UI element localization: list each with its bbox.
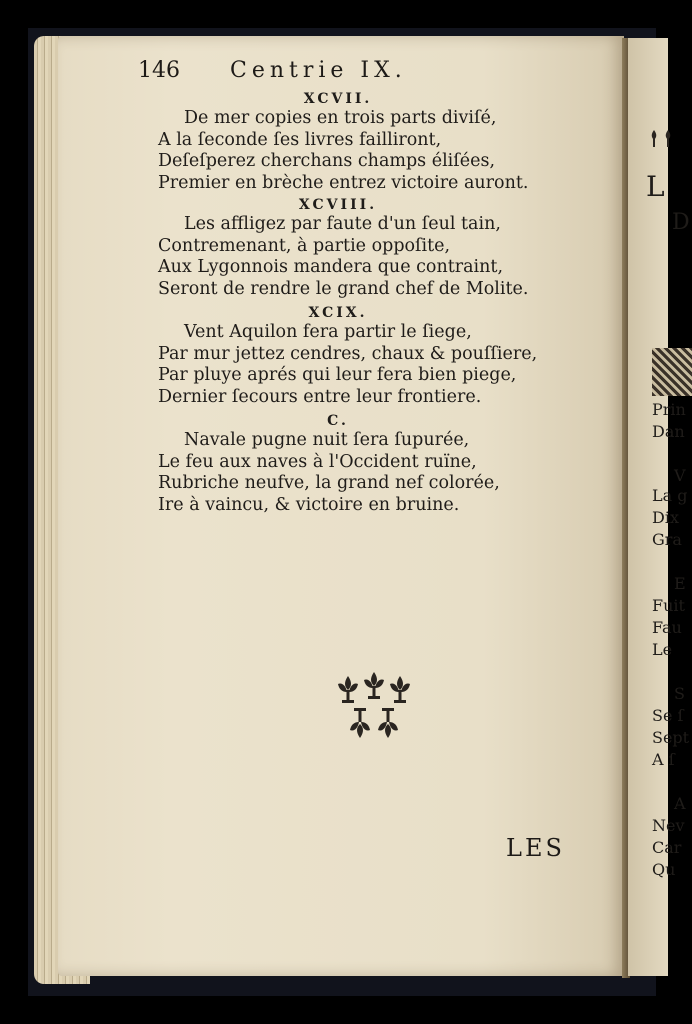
fleuron-ornament-fragment: [648, 130, 688, 150]
right-page-fragment: E: [674, 574, 686, 593]
right-page-fragment: Prin: [652, 400, 686, 419]
right-page-fragment: Fuit: [652, 596, 685, 615]
fleur-inverted-icon: [350, 708, 370, 738]
fleuron-ornament: [324, 672, 424, 742]
verse-line: De mer copies en trois parts diviſé,: [184, 108, 497, 128]
fleur-icon: [338, 676, 358, 703]
right-page-fragment: D: [672, 210, 690, 235]
verse-line: Par pluye aprés qui leur fera bien piege,: [158, 365, 517, 385]
right-page-edge: [628, 38, 690, 976]
right-page-fragment: Se ſ: [652, 706, 684, 725]
right-page-fragment: Sept: [652, 728, 690, 747]
verse-line: Par mur jettez cendres, chaux & pouſſiere,: [158, 343, 538, 364]
quatrain-numeral: XCVIII.: [298, 197, 378, 213]
right-page-fragment: S: [674, 684, 685, 703]
quatrain-numeral: XCVII.: [303, 91, 373, 107]
right-page-fragment: Gra: [652, 530, 682, 549]
photo-frame: [28, 28, 690, 996]
verse-line: Navale pugne nuit ſera ſupurée,: [184, 430, 470, 450]
quatrain-numeral: C.: [327, 413, 349, 429]
right-page-fragment: Dix: [652, 508, 679, 527]
right-page-fragment: V: [674, 466, 686, 485]
verse-line: Aux Lygonnois mandera que contraint,: [158, 257, 504, 277]
quatrain: [158, 196, 528, 300]
verse-line: Vent Aquilon fera partir le ſiege,: [184, 322, 472, 342]
verse-line: Premier en brèche entrez victoire auront.: [158, 172, 529, 193]
running-head: Centrie IX.: [230, 58, 407, 83]
verse-line: Ire à vaincu, & victoire en bruine.: [158, 494, 460, 515]
page-header: [138, 58, 518, 88]
quatrain: [158, 304, 537, 408]
right-page-fragment: Le: [652, 640, 673, 659]
fleur-icon: [390, 676, 410, 703]
right-page-fragment: Nev: [652, 816, 685, 835]
decorated-initial-icon: [652, 348, 692, 396]
verse-line: Les affligez par faute d'un ſeul tain,: [184, 214, 501, 234]
fleur-icon: [364, 672, 384, 699]
quatrain: [158, 412, 518, 516]
right-page-fragment: A: [674, 794, 686, 813]
right-page-fragment: Qu: [652, 860, 676, 879]
verse-line: Dernier ſecours entre leur frontiere.: [158, 386, 482, 407]
verse-line: Rubriche neufve, la grand nef colorée,: [158, 473, 500, 493]
quatrain: [158, 90, 528, 194]
verse-line: Deſeſperez cherchans champs éliſées,: [158, 151, 496, 171]
right-page-fragment: Dan: [652, 422, 685, 441]
right-page-fragment: A ſ: [652, 750, 675, 769]
verse-line: Contremenant, à partie oppoſite,: [158, 235, 451, 256]
quatrain-numeral: XCIX.: [308, 305, 368, 321]
page-number: 146: [138, 58, 180, 83]
right-page-fragment: Car: [652, 838, 682, 857]
fleur-inverted-icon: [378, 708, 398, 738]
verse-line: Le feu aux naves à l'Occident ruïne,: [158, 451, 477, 472]
catchword: LES: [506, 834, 565, 862]
right-page-fragment: Fau: [652, 618, 682, 637]
verse-line: A la ſeconde ſes livres failliront,: [158, 129, 442, 150]
right-page-fragment: La g: [652, 486, 688, 505]
verse-line: Seront de rendre le grand chef de Molite.: [158, 278, 529, 299]
right-page-fragment: L: [646, 170, 665, 203]
